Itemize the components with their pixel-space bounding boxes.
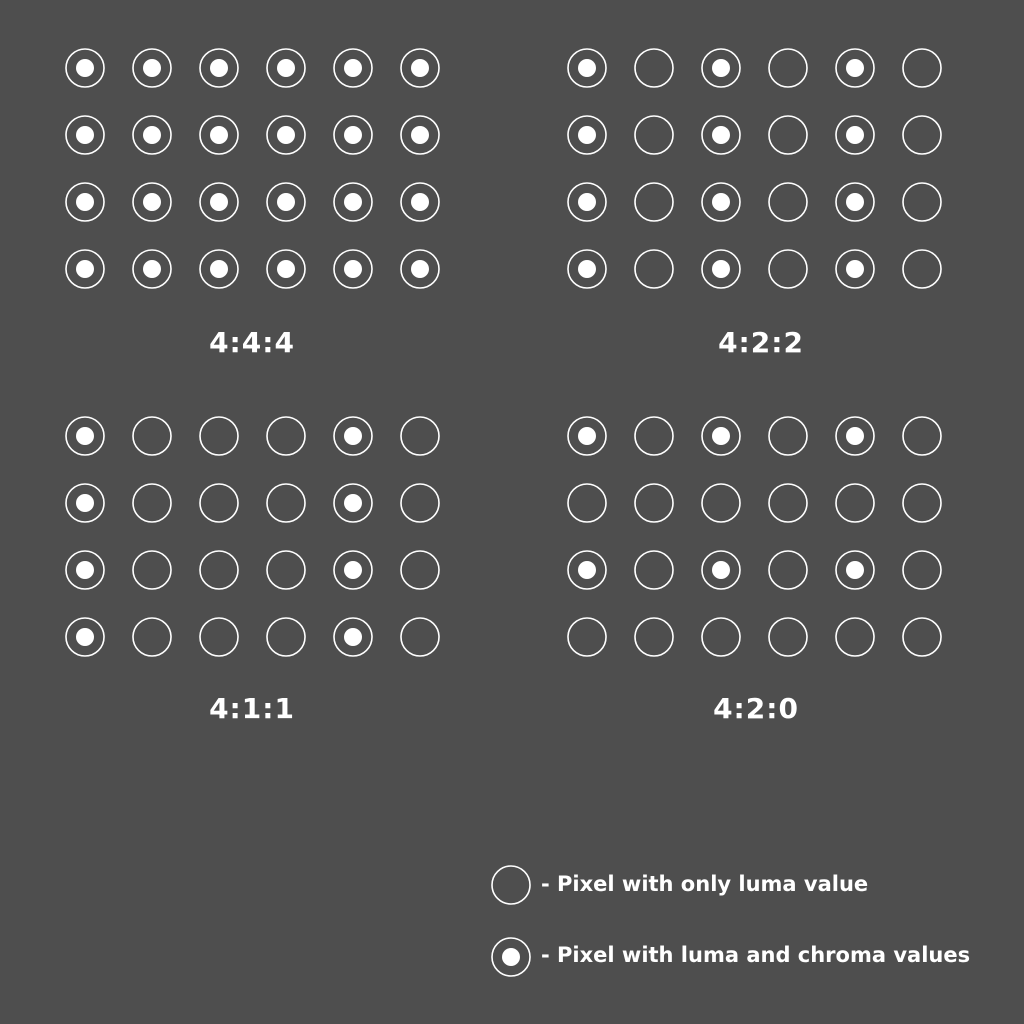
pixel-luma-chroma [568, 417, 606, 455]
luma-ring [635, 551, 673, 589]
pixel-luma-only [769, 618, 807, 656]
luma-ring [200, 484, 238, 522]
pixel-luma-only [903, 116, 941, 154]
chroma-dot [846, 59, 864, 77]
pixel-luma-chroma [133, 116, 171, 154]
pixel-luma-only [769, 484, 807, 522]
legend-luma-only-icon [492, 866, 530, 904]
luma-ring [267, 484, 305, 522]
pixel-luma-only [903, 49, 941, 87]
chroma-dot [76, 126, 94, 144]
pixel-luma-only [903, 250, 941, 288]
luma-ring [133, 417, 171, 455]
pixel-luma-chroma [66, 183, 104, 221]
chroma-dot [846, 260, 864, 278]
luma-ring [769, 618, 807, 656]
panel-444-label: 4:4:4 [209, 326, 295, 359]
pixel-luma-chroma [836, 250, 874, 288]
pixel-luma-only [133, 551, 171, 589]
chroma-dot [76, 427, 94, 445]
panel-420-label: 4:2:0 [713, 692, 799, 725]
pixel-luma-only [133, 484, 171, 522]
pixel-luma-chroma [267, 49, 305, 87]
chroma-dot [277, 126, 295, 144]
pixel-luma-only [568, 618, 606, 656]
chroma-dot [344, 628, 362, 646]
pixel-luma-only [635, 250, 673, 288]
pixel-luma-only [836, 484, 874, 522]
luma-ring [769, 484, 807, 522]
pixel-luma-only [568, 484, 606, 522]
pixel-luma-only [635, 618, 673, 656]
luma-ring [903, 250, 941, 288]
luma-ring [769, 49, 807, 87]
luma-ring [133, 551, 171, 589]
luma-ring [401, 618, 439, 656]
luma-ring [635, 116, 673, 154]
pixel-luma-chroma [568, 183, 606, 221]
panel-444-grid [66, 49, 439, 288]
chroma-dot [712, 193, 730, 211]
pixel-luma-chroma [66, 417, 104, 455]
luma-ring [903, 618, 941, 656]
chroma-dot [143, 59, 161, 77]
pixel-luma-chroma [267, 250, 305, 288]
chroma-dot [76, 561, 94, 579]
pixel-luma-only [133, 618, 171, 656]
chroma-dot [344, 193, 362, 211]
chroma-dot [578, 427, 596, 445]
pixel-luma-chroma [401, 250, 439, 288]
chroma-dot [712, 126, 730, 144]
chroma-dot [277, 59, 295, 77]
pixel-luma-only [267, 618, 305, 656]
chroma-dot [344, 260, 362, 278]
pixel-luma-only [635, 116, 673, 154]
pixel-luma-chroma [334, 551, 372, 589]
chroma-dot [210, 193, 228, 211]
chroma-dot [712, 260, 730, 278]
luma-ring [769, 183, 807, 221]
pixel-luma-only [769, 116, 807, 154]
luma-ring [267, 551, 305, 589]
pixel-luma-chroma [702, 49, 740, 87]
chroma-dot [846, 126, 864, 144]
pixel-luma-only [635, 183, 673, 221]
chroma-dot [76, 628, 94, 646]
pixel-luma-chroma [401, 116, 439, 154]
chroma-dot [578, 126, 596, 144]
pixel-luma-chroma [334, 116, 372, 154]
luma-ring [568, 484, 606, 522]
panel-420-grid [568, 417, 941, 656]
pixel-luma-chroma [200, 116, 238, 154]
luma-ring [836, 618, 874, 656]
pixel-luma-only [903, 618, 941, 656]
pixel-luma-chroma [200, 183, 238, 221]
pixel-luma-chroma [334, 183, 372, 221]
luma-ring [200, 417, 238, 455]
pixel-luma-chroma [334, 250, 372, 288]
pixel-luma-only [267, 484, 305, 522]
panel-422-grid [568, 49, 941, 288]
pixel-luma-chroma [702, 250, 740, 288]
chroma-dot [344, 561, 362, 579]
pixel-luma-only [769, 49, 807, 87]
luma-ring [568, 618, 606, 656]
pixel-luma-chroma [66, 551, 104, 589]
chroma-dot [411, 260, 429, 278]
pixel-luma-chroma [836, 116, 874, 154]
chroma-dot [846, 561, 864, 579]
luma-ring [635, 250, 673, 288]
chroma-dot [277, 193, 295, 211]
chroma-dot [578, 59, 596, 77]
pixel-luma-only [836, 618, 874, 656]
pixel-luma-only [267, 551, 305, 589]
pixel-luma-only [635, 551, 673, 589]
pixel-luma-chroma [66, 250, 104, 288]
chroma-dot [76, 260, 94, 278]
luma-ring [903, 551, 941, 589]
pixel-luma-chroma [334, 417, 372, 455]
pixel-luma-chroma [568, 116, 606, 154]
chroma-dot [712, 427, 730, 445]
pixel-luma-only [769, 417, 807, 455]
chroma-dot [210, 126, 228, 144]
pixel-luma-chroma [702, 116, 740, 154]
pixel-luma-only [769, 551, 807, 589]
chroma-dot [76, 494, 94, 512]
pixel-luma-only [401, 417, 439, 455]
pixel-luma-only [267, 417, 305, 455]
chroma-dot [846, 427, 864, 445]
pixel-luma-chroma [836, 49, 874, 87]
pixel-luma-only [769, 250, 807, 288]
pixel-luma-chroma [702, 417, 740, 455]
pixel-luma-only [702, 484, 740, 522]
pixel-luma-chroma [836, 551, 874, 589]
chroma-dot [411, 59, 429, 77]
pixel-luma-only [200, 417, 238, 455]
pixel-luma-only [133, 417, 171, 455]
chroma-dot [411, 126, 429, 144]
pixel-luma-chroma [702, 551, 740, 589]
chroma-dot [712, 561, 730, 579]
luma-ring [635, 618, 673, 656]
luma-ring [401, 551, 439, 589]
luma-ring [903, 183, 941, 221]
pixel-luma-chroma [66, 49, 104, 87]
luma-ring [836, 484, 874, 522]
luma-ring [769, 551, 807, 589]
pixel-luma-chroma [267, 116, 305, 154]
luma-ring [267, 618, 305, 656]
pixel-luma-chroma [267, 183, 305, 221]
luma-ring [401, 417, 439, 455]
pixel-luma-chroma [66, 116, 104, 154]
pixel-luma-only [635, 484, 673, 522]
pixel-luma-only [903, 417, 941, 455]
pixel-luma-only [200, 618, 238, 656]
luma-ring [769, 116, 807, 154]
chroma-dot [344, 494, 362, 512]
pixel-luma-chroma [702, 183, 740, 221]
luma-ring [200, 618, 238, 656]
legend-luma-chroma-text: - Pixel with luma and chroma values [541, 943, 971, 967]
luma-ring [769, 417, 807, 455]
pixel-luma-only [635, 49, 673, 87]
luma-ring [903, 484, 941, 522]
chroma-dot [712, 59, 730, 77]
legend-luma-chroma-icon [492, 938, 530, 976]
chroma-dot [210, 59, 228, 77]
luma-ring [267, 417, 305, 455]
pixel-luma-chroma [334, 484, 372, 522]
chroma-dot [143, 126, 161, 144]
pixel-luma-chroma [334, 49, 372, 87]
pixel-luma-only [401, 551, 439, 589]
pixel-luma-only [903, 551, 941, 589]
legend-luma-only-text: - Pixel with only luma value [541, 872, 869, 896]
pixel-luma-chroma [200, 49, 238, 87]
panel-411-label: 4:1:1 [209, 692, 295, 725]
pixel-luma-only [401, 618, 439, 656]
pixel-luma-chroma [836, 183, 874, 221]
pixel-luma-only [903, 484, 941, 522]
pixel-luma-chroma [133, 49, 171, 87]
luma-ring [401, 484, 439, 522]
pixel-luma-chroma [568, 250, 606, 288]
pixel-luma-only [635, 417, 673, 455]
panel-411-grid [66, 417, 439, 656]
luma-ring [769, 250, 807, 288]
chroma-dot [578, 561, 596, 579]
luma-ring [635, 417, 673, 455]
chroma-dot [76, 59, 94, 77]
pixel-luma-only [769, 183, 807, 221]
luma-ring [903, 417, 941, 455]
pixel-luma-chroma [200, 250, 238, 288]
chroma-dot [411, 193, 429, 211]
pixel-luma-only [702, 618, 740, 656]
pixel-luma-chroma [568, 49, 606, 87]
luma-ring [635, 49, 673, 87]
pixel-luma-chroma [66, 484, 104, 522]
luma-ring [133, 618, 171, 656]
chroma-dot [578, 260, 596, 278]
panel-422-label: 4:2:2 [718, 326, 804, 359]
pixel-luma-chroma [401, 183, 439, 221]
luma-ring [903, 116, 941, 154]
chroma-dot [143, 193, 161, 211]
luma-ring [702, 618, 740, 656]
pixel-luma-only [200, 484, 238, 522]
luma-ring [635, 183, 673, 221]
pixel-luma-only [903, 183, 941, 221]
luma-ring [133, 484, 171, 522]
chroma-dot [846, 193, 864, 211]
pixel-luma-chroma [401, 49, 439, 87]
pixel-luma-chroma [334, 618, 372, 656]
pixel-luma-chroma [133, 250, 171, 288]
pixel-luma-chroma [836, 417, 874, 455]
chroma-dot [344, 59, 362, 77]
chroma-dot [578, 193, 596, 211]
pixel-luma-chroma [133, 183, 171, 221]
chroma-dot [277, 260, 295, 278]
chroma-dot [76, 193, 94, 211]
pixel-luma-chroma [568, 551, 606, 589]
chroma-dot [344, 126, 362, 144]
chroma-dot [143, 260, 161, 278]
pixel-luma-only [200, 551, 238, 589]
chroma-dot [344, 427, 362, 445]
pixel-luma-only [401, 484, 439, 522]
luma-ring [200, 551, 238, 589]
chroma-dot [210, 260, 228, 278]
luma-ring [702, 484, 740, 522]
luma-ring [635, 484, 673, 522]
pixel-luma-chroma [66, 618, 104, 656]
luma-ring [903, 49, 941, 87]
